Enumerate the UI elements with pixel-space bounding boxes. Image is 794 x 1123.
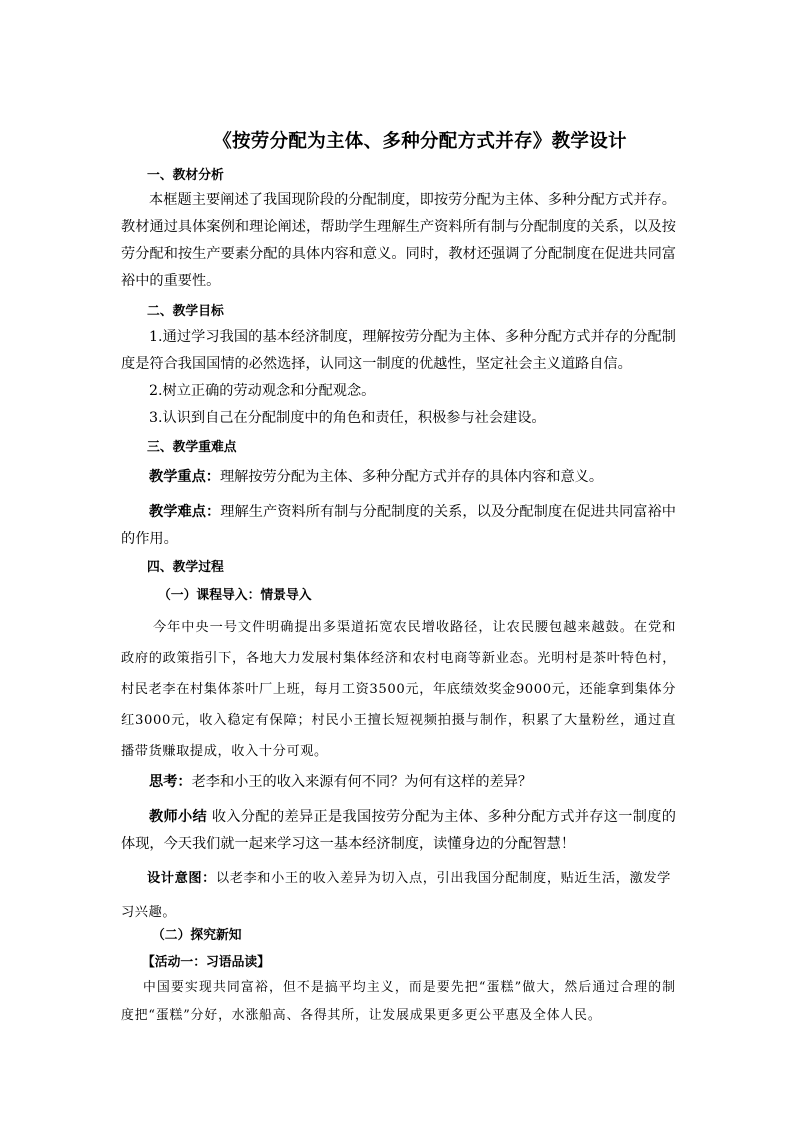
key-point-paragraph [121,464,676,491]
page-title: 《按劳分配为主体、多种分配方式并存》教学设计 [213,131,627,152]
difficult-point-text: 理解生产资料所有制与分配制度的关系，以及分配制度在促进共同富裕中的作用。 [121,504,676,547]
key-point-text: 理解按劳分配为主体、多种分配方式并存的具体内容和意义。 [219,469,604,485]
difficult-point-paragraph [121,499,676,553]
activity-one-heading: 【活动一：习语品读】 [142,955,270,970]
goal-item-3: 3.认识到自己在分配制度中的角色和责任，积极参与社会建设。 [149,410,546,426]
goal-item-1: 1.通过学习我国的基本经济制度，理解按劳分配为主体、多种分配方式并存的分配制度是符合我国国情的必然选择，认同这一制度的优越性，坚定社会主义道路自信。 [121,329,676,372]
key-point-label: 教学重点： [149,469,220,485]
teacher-summary-label: 教师小结 [149,809,208,825]
goal-item-2: 2.树立正确的劳动观念和分配观念。 [149,383,376,399]
quote-paragraph: 中国要实现共同富裕，但不是搞平均主义，而是要先把“蛋糕”做大，然后通过合理的制度把“蛋糕”分好，水涨船高、各得其所，让发展成果更多更公平惠及全体人民。 [121,980,676,1023]
section-heading-key-difficult-points: 三、教学重难点 [147,440,237,455]
subsection-heading-explore-new-knowledge: （二）探究新知 [152,928,242,943]
section-heading-teaching-goals: 二、教学目标 [147,304,224,319]
section-heading-teaching-process: 四、教学过程 [147,560,224,575]
think-question-paragraph [121,769,676,796]
subsection-heading-lesson-intro: （一）课程导入：情景导入 [158,588,312,603]
textbook-analysis-paragraph: 本框题主要阐述了我国现阶段的分配制度，即按劳分配为主体、多种分配方式并存。教材通过具体案例和理论阐述，帮助学生理解生产资料所有制与分配制度的关系，以及按劳分配和按生产要素分配的具体内容和意义。同时，教材还强调了分配制度在促进共同富裕中的重要性。 [121,192,676,289]
teacher-summary-text: 收入分配的差异正是我国按劳分配为主体、多种分配方式并存这一制度的体现，今天我们就一起来学习这一基本经济制度，读懂身边的分配智慧！ [121,809,676,852]
teacher-summary-paragraph [121,804,676,858]
section-heading-textbook-analysis: 一、教材分析 [147,168,224,183]
design-intent-label: 设计意图： [147,871,216,886]
difficult-point-label: 教学难点： [149,504,221,520]
design-intent-paragraph [121,862,676,930]
think-label: 思考： [149,774,192,790]
scenario-case-paragraph: 今年中央一号文件明确提出多渠道拓宽农民增收路径，让农民腰包越来越鼓。在党和政府的政策指引下，各地大力发展村集体经济和农村电商等新业态。光明村是茶叶特色村，村民老李在村集体茶叶厂上班，每月工资3500元，年底绩效奖金9000元，还能拿到集体分红3000元，收入稳定有保障；村民小王擅长短视频拍摄与制作，积累了大量粉丝，通过直播带货赚取提成，收入十分可观。 [121,620,676,759]
design-intent-text: 以老李和小王的收入差异为切入点，引出我国分配制度，贴近生活，激发学习兴趣。 [121,871,671,920]
think-text: 老李和小王的收入来源有何不同？为何有这样的差异？ [191,774,533,790]
